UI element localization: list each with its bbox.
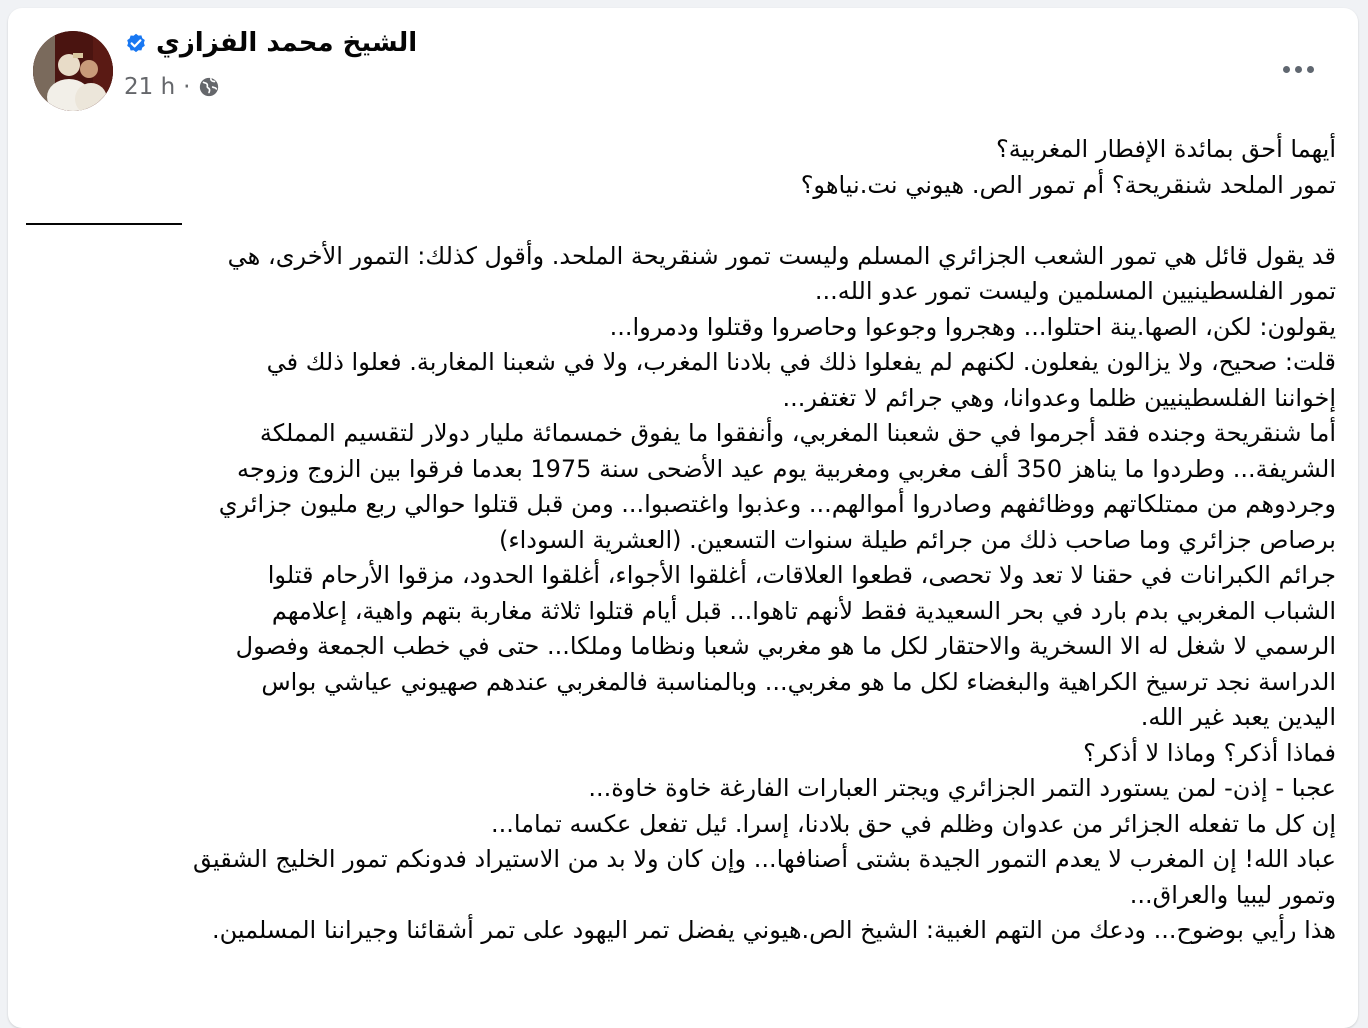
more-horizontal-icon-dot xyxy=(1307,66,1314,73)
globe-icon[interactable] xyxy=(198,76,220,98)
avatar-image xyxy=(33,31,113,111)
more-horizontal-icon-dot xyxy=(1295,66,1302,73)
post-text-line: تمور الفلسطينيين المسلمين وليست تمور عدو الله... xyxy=(814,277,1336,305)
post-meta xyxy=(124,74,220,100)
post-text-line xyxy=(30,203,1336,239)
post-text-line: اليدين يعبد غير الله. xyxy=(1140,703,1336,731)
post-text-line: برصاص جزائري وما صاحب ذلك من جرائم طيلة سنوات التسعين. (العشرية السوداء) xyxy=(498,525,1336,554)
post-text-line: جرائم الكبرانات في حقنا لا تعد ولا تحصى، قطعوا العلاقات، أغلقوا الأجواء، أغلقوا الحدود، مزقوا الأرحام قتلوا xyxy=(267,561,1336,589)
post-text-line: تمور الملحد شنقريحة؟ أم تمور الص. هيوني نت.نياهو؟ xyxy=(800,170,1336,199)
post-text-line: وتمور ليبيا والعراق... xyxy=(1129,880,1336,909)
meta-separator-dot: · xyxy=(183,74,191,100)
author-avatar[interactable] xyxy=(33,31,113,111)
post-text-line: عجبا - إذن- لمن يستورد التمر الجزائري ويجتر العبارات الفارغة خاوة خاوة... xyxy=(588,774,1336,802)
verified-badge-icon xyxy=(124,31,148,55)
post-text-line: الشباب المغربي بدم بارد في بحر السعيدية فقط لأنهم تاهوا... قبل أيام قتلوا ثلاثة مغاربة بتهم واهية، إعلامهم xyxy=(271,596,1336,625)
post-text-line: الرسمي لا شغل له الا السخرية والاحتقار لكل ما هو مغربي شعبا ونظاما وملكا... حتى في خطب الجمعة وفصول xyxy=(235,632,1336,660)
post-text-line: أما شنقريحة وجنده فقد أجرموا في حق شعبنا المغربي، وأنفقوا ما يفوق خمسمائة مليار دولار لتقسيم المملكة xyxy=(259,419,1336,447)
post-text-line: إن كل ما تفعله الجزائر من عدوان وظلم في حق بلادنا، إسرا. ئيل تفعل عكسه تماما... xyxy=(490,809,1336,838)
post-text-line: وجردوهم من ممتلكاتهم ووظائفهم وصادروا أموالهم... وعذبوا واغتصبوا... ومن قبل قتلوا حوالي ربع مليون جزائري xyxy=(218,490,1336,518)
more-horizontal-icon-dot xyxy=(1283,66,1290,73)
post-text-line: عباد الله! إن المغرب لا يعدم التمور الجيدة بشتى أصنافها... وإن كان ولا بد من الاستيراد فدونكم تمور الخليج الشقيق xyxy=(192,845,1336,873)
post-text-line: الدراسة نجد ترسيخ الكراهية والبغضاء لكل ما هو مغربي... وبالمناسبة فالمغربي عندهم صهيوني عياشي بواس xyxy=(261,667,1336,696)
post-text-line: هذا رأيي بوضوح... ودعك من التهم الغبية: الشيخ الص.هيوني يفضل تمر اليهود على تمر أشقائنا وجيراننا المسلمين. xyxy=(211,916,1336,944)
post-text-line: قد يقول قائل هي تمور الشعب الجزائري المسلم وليست تمور شنقريحة الملحد. وأقول كذلك: التمور الأخرى، هي xyxy=(227,241,1336,270)
more-options-button[interactable] xyxy=(1278,56,1318,82)
post-body xyxy=(30,132,1336,949)
post-text-line: قلت: صحيح، ولا يزالون يفعلون. لكنهم لم يفعلوا ذلك في بلادنا المغرب، ولا في شعبنا المغاربة. فعلوا ذلك في xyxy=(266,348,1336,376)
post-text-line: إخواننا الفلسطينيين ظلما وعدوانا، وهي جرائم لا تغتفر... xyxy=(782,383,1336,412)
post-timestamp[interactable]: 21 h xyxy=(124,74,176,100)
post-text-line: يقولون: لكن، الصها.ينة احتلوا... وهجروا وجوعوا وحاصروا وقتلوا ودمروا... xyxy=(609,312,1336,341)
post-text-line: الشريفة... وطردوا ما يناهز 350 ألف مغربي ومغربية يوم عيد الأضحى سنة 1975 بعدما فرقوا بين الزوج وزوجه xyxy=(236,454,1336,483)
post-card xyxy=(8,8,1358,1028)
author-name[interactable]: الشيخ محمد الفزازي xyxy=(156,28,418,58)
post-text-line: أيهما أحق بمائدة الإفطار المغربية؟ xyxy=(996,135,1336,163)
author-header xyxy=(124,28,417,58)
post-text-line: فماذا أذكر؟ وماذا لا أذكر؟ xyxy=(1083,738,1336,767)
